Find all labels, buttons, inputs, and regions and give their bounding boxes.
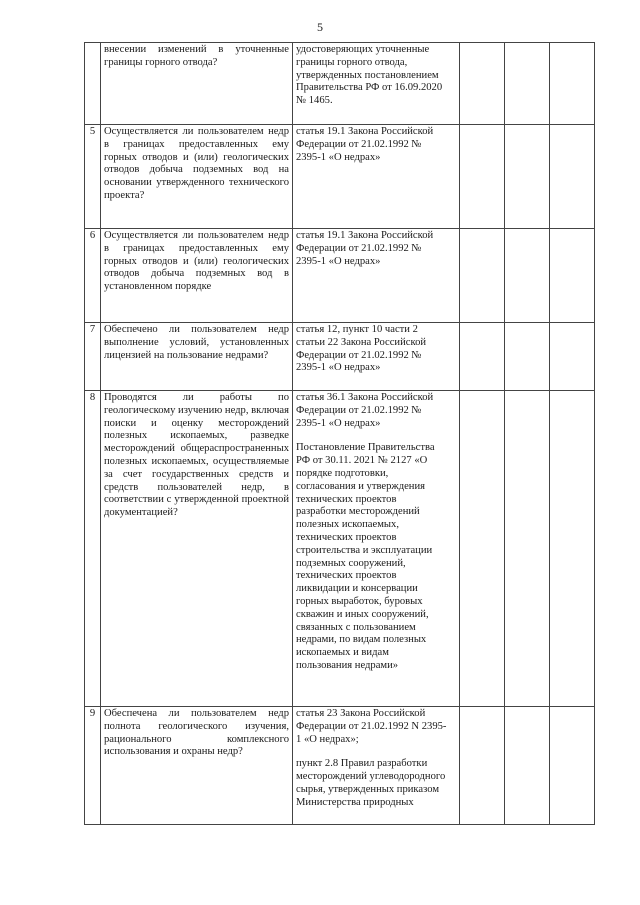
- answer-cell: [460, 43, 505, 125]
- answer-cell: [505, 323, 550, 391]
- answer-cell: [505, 43, 550, 125]
- reference-cell: [293, 125, 460, 229]
- reference-text: статья 23 Закона Российской Федерации от 21.02.1992 N 2395- 1 «О недрах»;: [296, 708, 447, 745]
- table-row: [85, 229, 595, 323]
- answer-cell: [550, 229, 595, 323]
- reference-text: статья 19.1 Закона Российской Федерации от 21.02.1992 № 2395-1 «О недрах»: [296, 126, 434, 163]
- answer-cell: [505, 229, 550, 323]
- reference-text: статья 19.1 Закона Российской Федерации от 21.02.1992 № 2395-1 «О недрах»: [296, 230, 434, 267]
- row-number: 5: [85, 125, 101, 229]
- row-number: 8: [85, 391, 101, 707]
- reference-cell: [293, 229, 460, 323]
- table-row: [85, 707, 595, 825]
- answer-cell: [460, 125, 505, 229]
- question-cell: Проводятся ли работы по геологическому изучению недр, включая поиски и оценку месторождений полезных ископаемых, разведке месторождений общераспространенных полезных ископаемых, осуществляемые за счет государственных средств и средств пользователей недр, в соответствии с утвержденной проектной документацией?: [101, 391, 293, 707]
- reference-cell: [293, 707, 460, 825]
- question-cell: Обеспечено ли пользователем недр выполнение условий, установленных лицензией на пользование недрами?: [101, 323, 293, 391]
- checklist-table: [84, 42, 595, 825]
- answer-cell: [460, 229, 505, 323]
- reference-text: удостоверяющих уточненные границы горного отвода, утвержденных постановлением Правительства РФ от 16.09.2020 № 1465.: [296, 44, 443, 107]
- answer-cell: [505, 391, 550, 707]
- answer-cell: [460, 707, 505, 825]
- answer-cell: [550, 125, 595, 229]
- reference-cell: [293, 43, 460, 125]
- reference-text: статья 36.1 Закона Российской Федерации от 21.02.1992 № 2395-1 «О недрах»: [296, 392, 434, 429]
- answer-cell: [550, 391, 595, 707]
- row-number: 7: [85, 323, 101, 391]
- answer-cell: [550, 323, 595, 391]
- question-cell: Осуществляется ли пользователем недр в границах предоставленных ему горных отводов и (или) геологических отводов добыча подземных вод в установленном порядке: [101, 229, 293, 323]
- reference-text: Постановление Правительства РФ от 30.11. 2021 № 2127 «О порядке подготовки, согласования и утверждения технических проектов разработки месторождений полезных ископаемых, технических проектов строительства и эксплуатации подземных сооружений, технических проектов ликвидации и консервации горных выработок, буровых скважин и иных сооружений, связанных с пользованием недрами, по видам полезных ископаемых и видам пользования недрами»: [296, 442, 435, 671]
- answer-cell: [460, 323, 505, 391]
- answer-cell: [505, 707, 550, 825]
- reference-cell: [293, 323, 460, 391]
- reference-text: пункт 2.8 Правил разработки месторождений углеводородного сырья, утвержденных приказом Министерства природных: [296, 758, 446, 808]
- question-cell: Осуществляется ли пользователем недр в границах предоставленных ему горных отводов и (или) геологических отводов добыча подземных вод на основании утвержденного технического проекта?: [101, 125, 293, 229]
- table-row: [85, 323, 595, 391]
- page-number: 5: [317, 20, 323, 34]
- answer-cell: [505, 125, 550, 229]
- row-number: [85, 43, 101, 125]
- reference-text: статья 12, пункт 10 части 2 статьи 22 Закона Российской Федерации от 21.02.1992 № 2395-1 «О недрах»: [296, 324, 427, 374]
- answer-cell: [550, 43, 595, 125]
- question-cell: внесении изменений в уточненные границы горного отвода?: [101, 43, 293, 125]
- row-number: 9: [85, 707, 101, 825]
- table-row: [85, 391, 595, 707]
- question-cell: Обеспечена ли пользователем недр полнота геологического изучения, рационального комплексного использования и охраны недр?: [101, 707, 293, 825]
- table-row: [85, 43, 595, 125]
- answer-cell: [460, 391, 505, 707]
- row-number: 6: [85, 229, 101, 323]
- table-row: [85, 125, 595, 229]
- answer-cell: [550, 707, 595, 825]
- reference-cell: [293, 391, 460, 707]
